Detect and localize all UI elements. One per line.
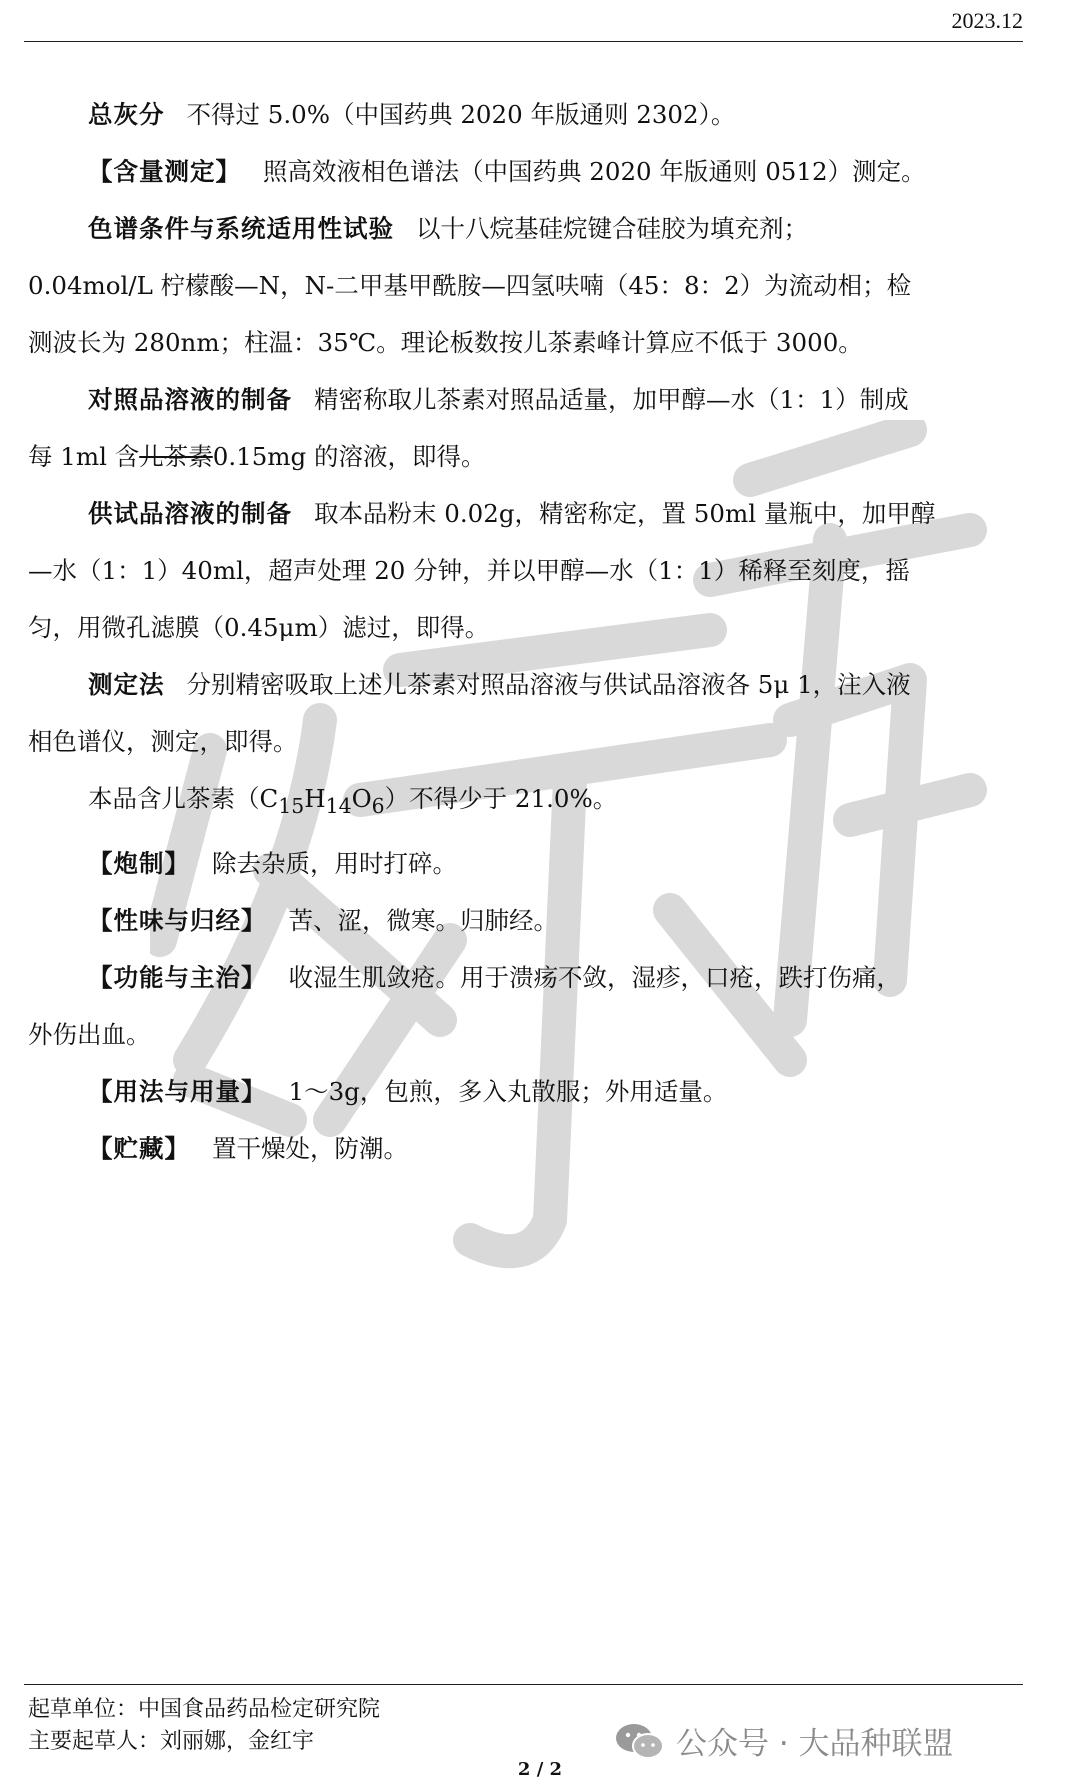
chromatography-label: 色谱条件与系统适用性试验 [88,214,394,243]
test-solution-line-2: —水（1：1）40ml，超声处理 20 分钟，并以甲醇—水（1：1）稀释至刻度，摇 [28,556,910,585]
nature-label: 【性味与归经】 [88,905,267,935]
drafters: 主要起草人：刘丽娜，金红宇 [28,1729,315,1754]
chromatography-paragraph [28,200,1028,257]
reference-solution-paragraph [28,371,1028,428]
assay-text: 照高效液相色谱法（中国药典 2020 年版通则 0512）测定。 [263,157,926,186]
function-label: 【功能与主治】 [88,962,267,992]
nature-text: 苦、涩，微寒。归肺经。 [288,905,558,935]
wechat-account-watermark [614,1718,954,1763]
processing-paragraph [28,835,1028,892]
chromatography-line-1: 以十八烷基硅烷键合硅胶为填充剂； [416,214,808,243]
storage-label: 【贮藏】 [88,1133,190,1163]
content-requirement [28,770,1028,835]
reference-solution-label: 对照品溶液的制备 [88,385,292,414]
formula-sub-2: 14 [325,793,352,818]
usage-text: 1～3g，包煎，多入丸散服；外用适量。 [288,1076,728,1106]
function-paragraph [28,949,1028,1006]
processing-label: 【炮制】 [88,848,190,878]
usage-paragraph [28,1063,1028,1120]
wechat-account-label: 公众号 · 大品种联盟 [676,1726,954,1762]
header-rule [24,41,1023,42]
formula-h: H [304,784,326,813]
function-line-2: 外伤出血。 [28,1019,151,1049]
footer-rule [24,1684,1023,1685]
reference-line-2-pre: 每 1ml 含 [28,442,140,471]
chromatography-line-3: 测波长为 280nm；柱温：35℃。理论板数按儿茶素峰计算应不低于 3000。 [28,328,863,357]
method-label: 测定法 [88,670,165,699]
content-text-post: ）不得少于 21.0%。 [384,784,618,813]
storage-text: 置干燥处，防潮。 [212,1133,408,1163]
total-ash-paragraph [28,86,1028,143]
header-date: 2023.12 [951,8,1023,33]
formula-sub-1: 15 [278,793,305,818]
reference-solution-line-2 [28,428,1028,485]
wechat-icon [614,1721,666,1761]
reference-line-2-post: 0.15mg 的溶液，即得。 [212,442,486,471]
processing-text: 除去杂质，用时打碎。 [212,848,457,878]
test-solution-label: 供试品溶液的制备 [88,499,292,528]
assay-paragraph [28,143,1028,200]
usage-label: 【用法与用量】 [88,1076,267,1106]
storage-paragraph [28,1120,1028,1177]
reference-solution-line-1: 精密称取儿茶素对照品适量，加甲醇—水（1：1）制成 [314,385,909,414]
page-number: 2 / 2 [517,1759,563,1780]
test-solution-line-1: 取本品粉末 0.02g，精密称定，置 50ml 量瓶中，加甲醇 [314,499,936,528]
method-paragraph [28,656,1028,713]
content-text-pre: 本品含儿茶素（C [88,784,279,813]
formula-sub-3: 6 [371,793,385,818]
chromatography-line-2: 0.04mol/L 柠檬酸—N，N-二甲基甲酰胺—四氢呋喃（45：8：2）为流动相；检 [28,271,912,300]
method-line-1: 分别精密吸取上述儿茶素对照品溶液与供试品溶液各 5μ 1，注入液 [186,670,911,699]
method-line-2: 相色谱仪，测定，即得。 [28,727,298,756]
test-solution-line-3: 匀，用微孔滤膜（0.45μm）滤过，即得。 [28,613,490,642]
reference-line-2-strikethrough: 儿茶素 [139,442,213,471]
total-ash-label: 总灰分 [88,100,165,129]
drafting-unit: 起草单位：中国食品药品检定研究院 [28,1697,381,1722]
test-solution-paragraph [28,485,1028,542]
assay-label: 【含量测定】 [88,157,241,186]
function-line-1: 收湿生肌敛疮。用于溃疡不敛，湿疹，口疮，跌打伤痛， [288,962,901,992]
formula-o: O [351,784,372,813]
nature-paragraph [28,892,1028,949]
monograph-body [28,86,1028,1177]
total-ash-text: 不得过 5.0%（中国药典 2020 年版通则 2302）。 [186,100,736,129]
